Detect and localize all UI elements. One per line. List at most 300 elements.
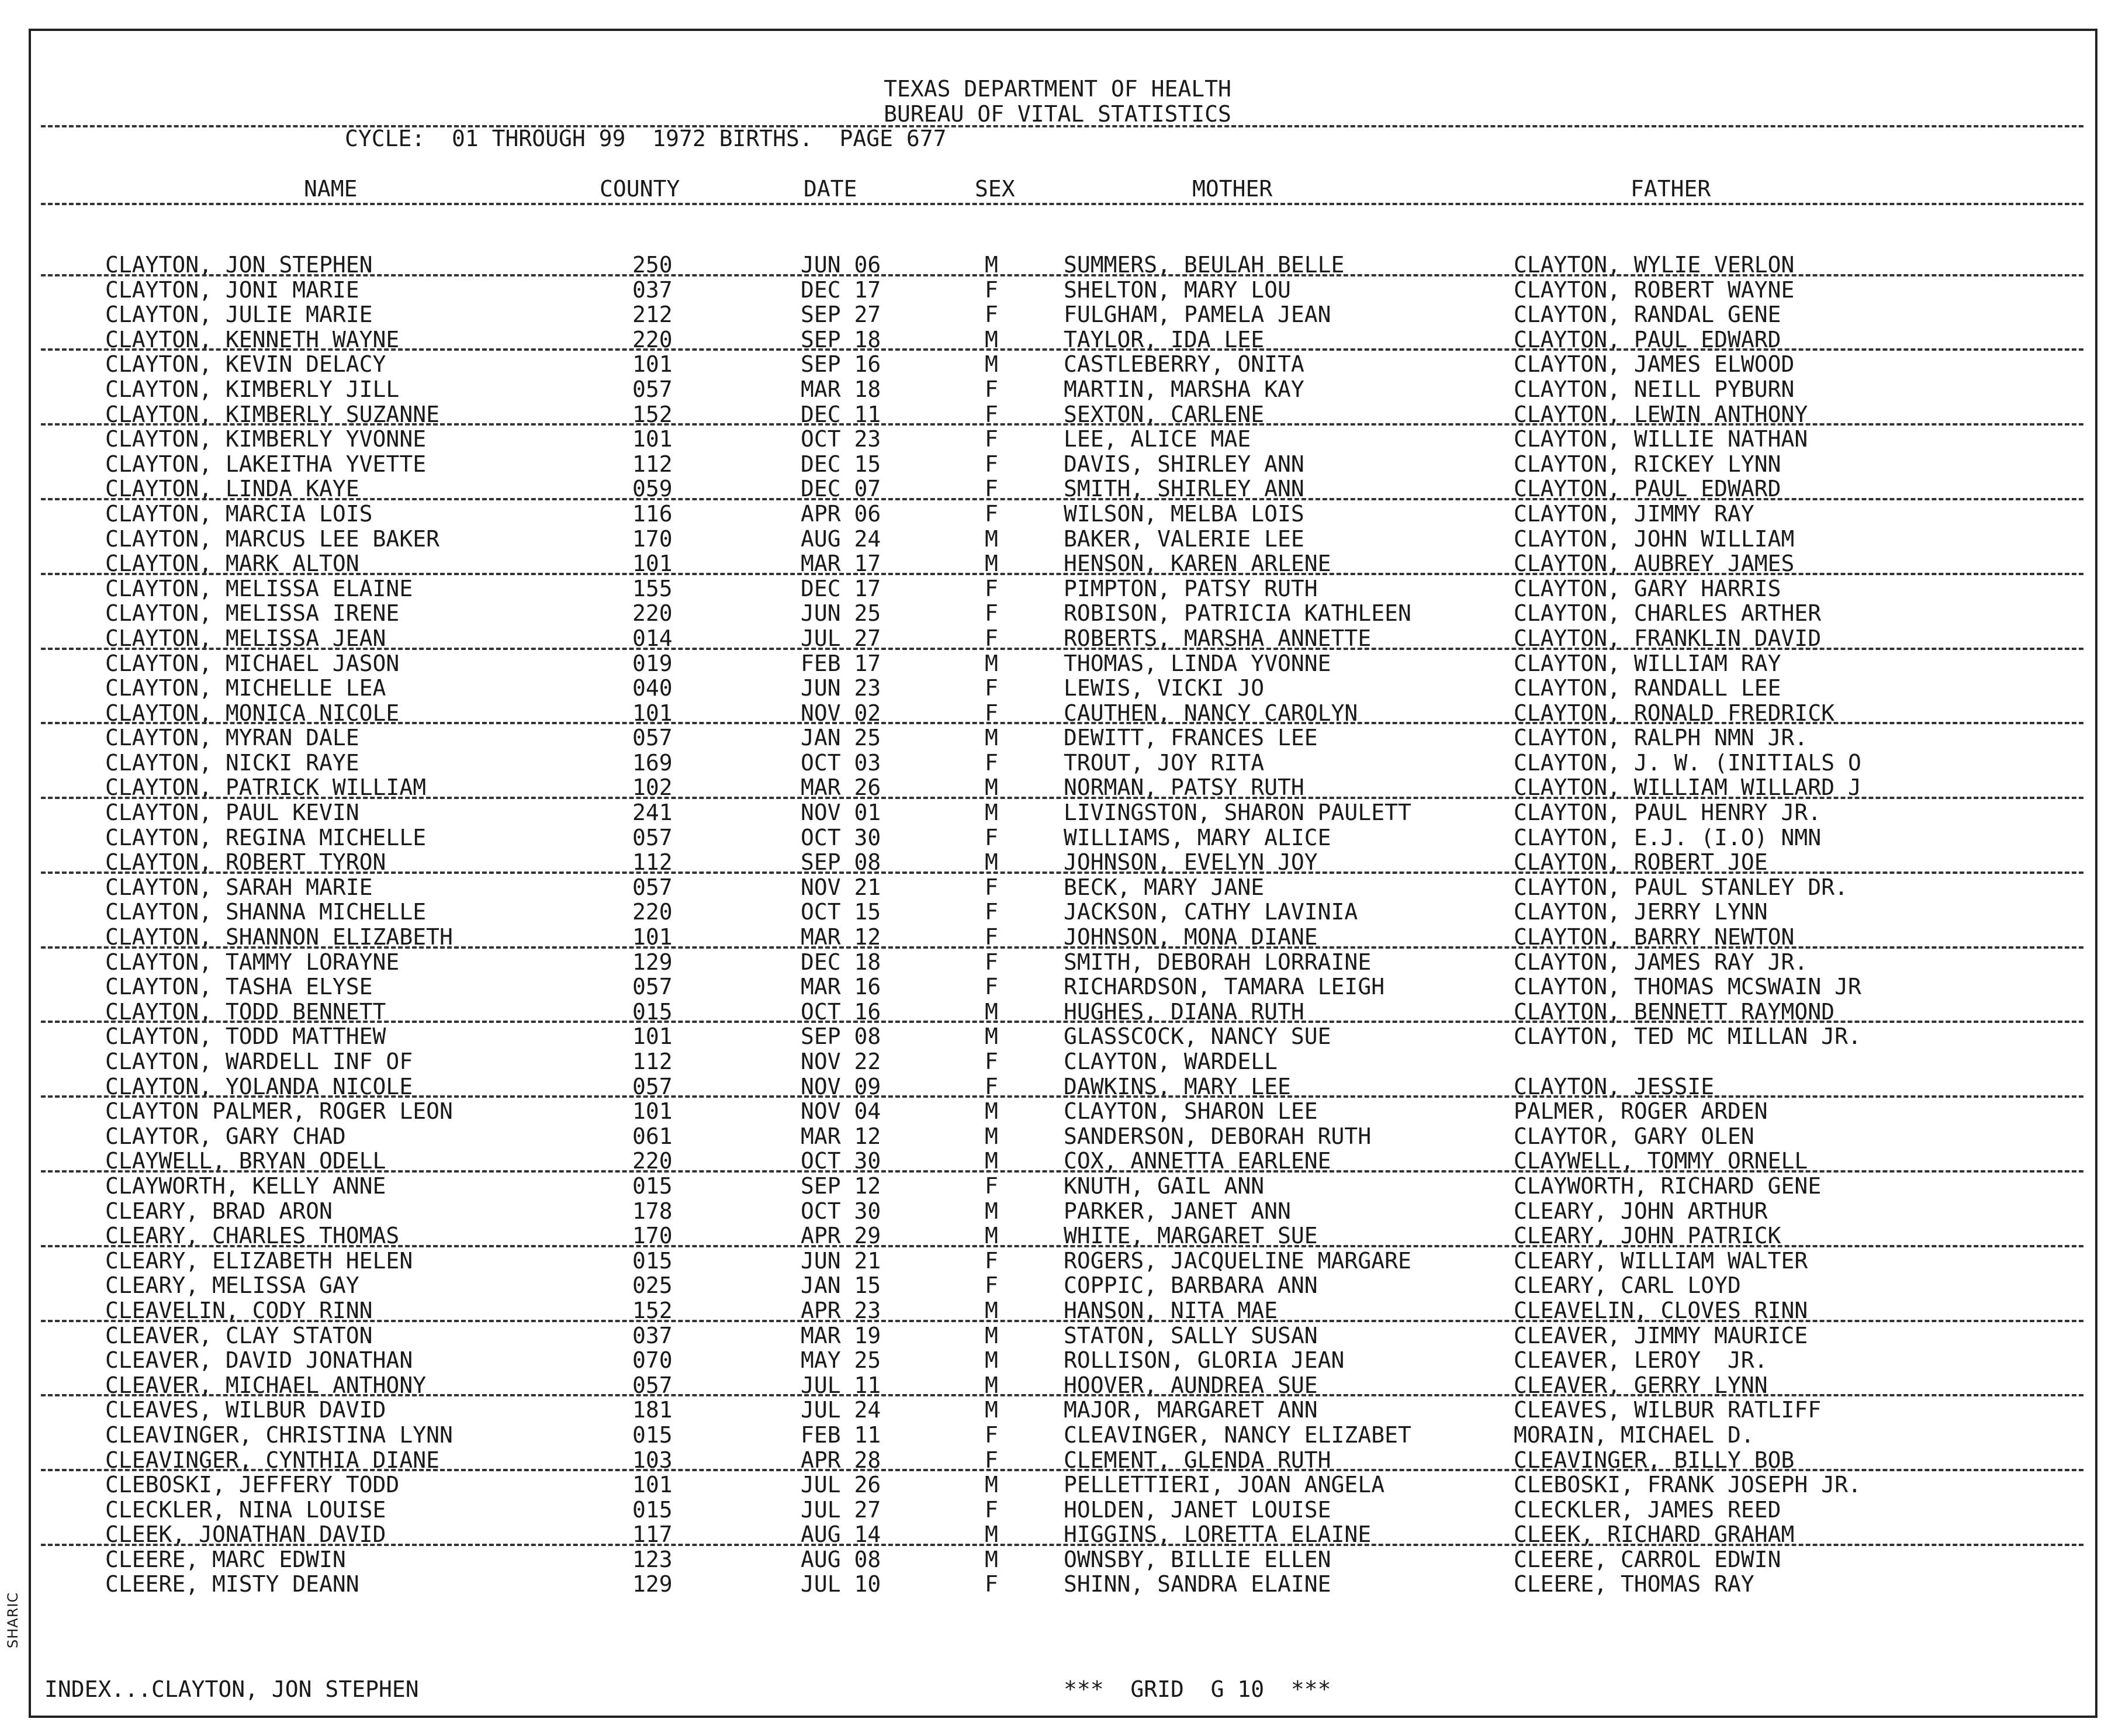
record-father: CLAYTON, RICKEY LYNN bbox=[1514, 451, 1781, 477]
record-sex: F bbox=[985, 1247, 998, 1274]
record-date: JUL 27 bbox=[801, 1496, 881, 1523]
record-mother: HOOVER, AUNDREA SUE bbox=[1064, 1372, 1318, 1398]
record-row bbox=[0, 925, 2115, 950]
record-father: MORAIN, MICHAEL D. bbox=[1514, 1422, 1754, 1448]
record-date: DEC 11 bbox=[801, 401, 881, 427]
record-name: CLAYTON, MARCIA LOIS bbox=[105, 500, 373, 527]
record-row bbox=[0, 950, 2115, 975]
record-name: CLAYTON, MYRAN DALE bbox=[105, 725, 359, 751]
record-father: CLEAVINGER, BILLY BOB bbox=[1514, 1447, 1795, 1473]
record-sex: M bbox=[985, 525, 998, 552]
record-name: CLAYTON, TASHA ELYSE bbox=[105, 974, 373, 1000]
record-sex: F bbox=[985, 949, 998, 975]
record-sex: M bbox=[985, 1123, 998, 1149]
record-mother: OWNSBY, BILLIE ELLEN bbox=[1064, 1546, 1331, 1572]
record-name: CLAYTON, LINDA KAYE bbox=[105, 476, 359, 502]
record-name: CLAYWORTH, KELLY ANNE bbox=[105, 1173, 386, 1199]
record-mother: CAUTHEN, NANCY CAROLYN bbox=[1064, 700, 1358, 726]
record-row bbox=[0, 800, 2115, 825]
record-mother: WILSON, MELBA LOIS bbox=[1064, 500, 1304, 527]
record-name: CLAYTON, LAKEITHA YVETTE bbox=[105, 451, 427, 477]
record-row bbox=[0, 825, 2115, 850]
record-date: OCT 15 bbox=[801, 899, 881, 925]
record-row bbox=[0, 476, 2115, 502]
record-row bbox=[0, 1000, 2115, 1025]
record-county: 019 bbox=[632, 650, 673, 676]
record-sex: F bbox=[985, 376, 998, 402]
record-sex: M bbox=[985, 1023, 998, 1050]
record-name: CLAYTON, TODD BENNETT bbox=[105, 998, 386, 1025]
record-father: CLAYTON, TED MC MILLAN JR. bbox=[1514, 1023, 1861, 1050]
record-mother: HOLDEN, JANET LOUISE bbox=[1064, 1496, 1331, 1523]
record-name: CLAYTON, KIMBERLY YVONNE bbox=[105, 426, 427, 452]
record-mother: FULGHAM, PAMELA JEAN bbox=[1064, 302, 1331, 328]
record-date: OCT 30 bbox=[801, 1198, 881, 1224]
record-father: CLEARY, JOHN ARTHUR bbox=[1514, 1198, 1768, 1224]
record-sex: M bbox=[985, 351, 998, 378]
record-row bbox=[0, 751, 2115, 776]
record-row bbox=[0, 527, 2115, 552]
record-county: 178 bbox=[632, 1198, 673, 1224]
record-father: CLAYTON, PAUL STANLEY DR. bbox=[1514, 874, 1848, 900]
record-sex: F bbox=[985, 1173, 998, 1199]
record-father: CLAYTON, RONALD FREDRICK bbox=[1514, 700, 1835, 726]
record-father: CLAYTON, NEILL PYBURN bbox=[1514, 376, 1795, 402]
record-name: CLAYTON, SHANNON ELIZABETH bbox=[105, 924, 453, 950]
record-county: 015 bbox=[632, 1422, 673, 1448]
record-mother: SUMMERS, BEULAH BELLE bbox=[1064, 252, 1345, 278]
record-date: SEP 18 bbox=[801, 326, 881, 352]
record-name: CLAYTON, SHANNA MICHELLE bbox=[105, 899, 427, 925]
record-date: SEP 16 bbox=[801, 351, 881, 378]
record-row bbox=[0, 601, 2115, 626]
record-date: APR 06 bbox=[801, 500, 881, 527]
record-row bbox=[0, 1249, 2115, 1274]
record-mother: KNUTH, GAIL ANN bbox=[1064, 1173, 1265, 1199]
record-name: CLAYTON, MARCUS LEE BAKER bbox=[105, 525, 439, 552]
record-county: 025 bbox=[632, 1272, 673, 1299]
record-county: 101 bbox=[632, 924, 673, 950]
record-mother: COPPIC, BARBARA ANN bbox=[1064, 1272, 1318, 1299]
record-father: CLAYTON, GARY HARRIS bbox=[1514, 575, 1781, 601]
record-row bbox=[0, 1398, 2115, 1423]
record-sex: M bbox=[985, 551, 998, 577]
record-father: CLAYTON, FRANKLIN DAVID bbox=[1514, 625, 1822, 651]
record-name: CLAYTON, NICKI RAYE bbox=[105, 749, 359, 776]
column-header-sex: SEX bbox=[975, 176, 1015, 202]
record-name: CLEARY, ELIZABETH HELEN bbox=[105, 1247, 413, 1274]
record-county: 101 bbox=[632, 551, 673, 577]
record-date: FEB 11 bbox=[801, 1422, 881, 1448]
record-sex: F bbox=[985, 924, 998, 950]
record-name: CLAYTON, PAUL KEVIN bbox=[105, 800, 359, 826]
record-mother: HENSON, KAREN ARLENE bbox=[1064, 551, 1331, 577]
record-mother: RICHARDSON, TAMARA LEIGH bbox=[1064, 974, 1385, 1000]
record-row bbox=[0, 502, 2115, 527]
record-father: CLAYTON, WYLIE VERLON bbox=[1514, 252, 1795, 278]
record-name: CLAYTON, KEVIN DELACY bbox=[105, 351, 386, 378]
record-father: CLAYTON, JESSIE bbox=[1514, 1073, 1715, 1099]
record-name: CLAYTON, KIMBERLY JILL bbox=[105, 376, 400, 402]
record-father: CLAYTON, RALPH NMN JR. bbox=[1514, 725, 1808, 751]
record-date: DEC 18 bbox=[801, 949, 881, 975]
record-row bbox=[0, 452, 2115, 477]
record-county: 101 bbox=[632, 1472, 673, 1498]
record-sex: F bbox=[985, 974, 998, 1000]
record-county: 101 bbox=[632, 351, 673, 378]
record-mother: JACKSON, CATHY LAVINIA bbox=[1064, 899, 1358, 925]
record-row bbox=[0, 1124, 2115, 1149]
record-father: CLEAVER, JIMMY MAURICE bbox=[1514, 1322, 1808, 1348]
record-county: 169 bbox=[632, 749, 673, 776]
record-father: CLAYTOR, GARY OLEN bbox=[1514, 1123, 1754, 1149]
record-county: 129 bbox=[632, 1571, 673, 1597]
record-father: CLAYTON, WILLIE NATHAN bbox=[1514, 426, 1808, 452]
record-name: CLAYTON, TAMMY LORAYNE bbox=[105, 949, 400, 975]
record-county: 057 bbox=[632, 874, 673, 900]
record-father: CLEARY, JOHN PATRICK bbox=[1514, 1223, 1781, 1249]
record-father: CLEAVES, WILBUR RATLIFF bbox=[1514, 1397, 1822, 1423]
record-mother: CLAYTON, SHARON LEE bbox=[1064, 1098, 1318, 1125]
record-row bbox=[0, 253, 2115, 278]
record-sex: F bbox=[985, 1422, 998, 1448]
record-father: CLAYTON, CHARLES ARTHER bbox=[1514, 600, 1822, 627]
record-father: CLAYTON, RANDAL GENE bbox=[1514, 302, 1781, 328]
record-county: 059 bbox=[632, 476, 673, 502]
record-date: SEP 08 bbox=[801, 1023, 881, 1050]
record-name: CLEAVINGER, CHRISTINA LYNN bbox=[105, 1422, 453, 1448]
record-name: CLAYTON, MARK ALTON bbox=[105, 551, 359, 577]
record-sex: F bbox=[985, 824, 998, 850]
record-row bbox=[0, 1423, 2115, 1448]
record-name: CLAYTON, TODD MATTHEW bbox=[105, 1023, 386, 1050]
record-date: NOV 22 bbox=[801, 1049, 881, 1074]
record-row bbox=[0, 1448, 2115, 1473]
record-mother: THOMAS, LINDA YVONNE bbox=[1064, 650, 1331, 676]
record-name: CLEAVES, WILBUR DAVID bbox=[105, 1397, 386, 1423]
record-county: 170 bbox=[632, 525, 673, 552]
record-row bbox=[0, 1298, 2115, 1323]
record-row bbox=[0, 651, 2115, 676]
record-mother: ROBERTS, MARSHA ANNETTE bbox=[1064, 625, 1372, 651]
record-row bbox=[0, 1074, 2115, 1099]
record-name: CLEBOSKI, JEFFERY TODD bbox=[105, 1472, 400, 1498]
record-row bbox=[0, 1273, 2115, 1298]
record-county: 101 bbox=[632, 700, 673, 726]
record-father: CLAYTON, JAMES ELWOOD bbox=[1514, 351, 1795, 378]
record-row bbox=[0, 327, 2115, 352]
record-father: CLAYTON, WILLIAM WILLARD J bbox=[1514, 774, 1861, 801]
record-county: 181 bbox=[632, 1397, 673, 1423]
record-row bbox=[0, 551, 2115, 576]
record-county: 170 bbox=[632, 1223, 673, 1249]
column-header-mother: MOTHER bbox=[1192, 176, 1273, 202]
record-date: JUN 21 bbox=[801, 1247, 881, 1274]
record-name: CLEERE, MARC EDWIN bbox=[105, 1546, 346, 1572]
record-father: CLEEK, RICHARD GRAHAM bbox=[1514, 1521, 1795, 1548]
record-row bbox=[0, 626, 2115, 651]
record-name: CLAYTON, JONI MARIE bbox=[105, 276, 359, 303]
record-name: CLAYTON, YOLANDA NICOLE bbox=[105, 1073, 413, 1099]
record-county: 057 bbox=[632, 725, 673, 751]
record-date: OCT 03 bbox=[801, 749, 881, 776]
record-date: MAR 16 bbox=[801, 974, 881, 1000]
record-sex: F bbox=[985, 749, 998, 776]
record-county: 116 bbox=[632, 500, 673, 527]
record-county: 015 bbox=[632, 1173, 673, 1199]
record-county: 220 bbox=[632, 1148, 673, 1174]
record-mother: HUGHES, DIANA RUTH bbox=[1064, 998, 1304, 1025]
record-mother: JOHNSON, EVELYN JOY bbox=[1064, 849, 1318, 876]
record-county: 212 bbox=[632, 302, 673, 328]
record-sex: F bbox=[985, 625, 998, 651]
record-name: CLEARY, BRAD ARON bbox=[105, 1198, 333, 1224]
record-sex: F bbox=[985, 1571, 998, 1597]
record-sex: M bbox=[985, 774, 998, 801]
record-date: MAR 17 bbox=[801, 551, 881, 577]
record-name: CLEAVER, CLAY STATON bbox=[105, 1322, 373, 1348]
record-mother: LEWIS, VICKI JO bbox=[1064, 675, 1265, 701]
record-father: CLEERE, CARROL EDWIN bbox=[1514, 1546, 1781, 1572]
record-date: SEP 27 bbox=[801, 302, 881, 328]
record-mother: MAJOR, MARGARET ANN bbox=[1064, 1397, 1318, 1423]
record-sex: F bbox=[985, 874, 998, 900]
record-name: CLAYTON, SARAH MARIE bbox=[105, 874, 373, 900]
record-date: DEC 07 bbox=[801, 476, 881, 502]
record-sex: F bbox=[985, 1496, 998, 1523]
record-sex: M bbox=[985, 725, 998, 751]
record-county: 057 bbox=[632, 1073, 673, 1099]
record-mother: GLASSCOCK, NANCY SUE bbox=[1064, 1023, 1331, 1050]
record-mother: CASTLEBERRY, ONITA bbox=[1064, 351, 1304, 378]
record-sex: M bbox=[985, 1397, 998, 1423]
record-sex: M bbox=[985, 1297, 998, 1323]
record-date: OCT 30 bbox=[801, 824, 881, 850]
record-father: CLAYTON, THOMAS MCSWAIN JR bbox=[1514, 974, 1861, 1000]
record-county: 241 bbox=[632, 800, 673, 826]
record-date: MAR 12 bbox=[801, 1123, 881, 1149]
record-name: CLEEK, JONATHAN DAVID bbox=[105, 1521, 386, 1548]
record-county: 015 bbox=[632, 998, 673, 1025]
record-father: CLAYTON, E.J. (I.O) NMN bbox=[1514, 824, 1822, 850]
grid-footer: *** GRID G 10 *** bbox=[1064, 1676, 1331, 1702]
record-name: CLAYTON, JON STEPHEN bbox=[105, 252, 373, 278]
record-mother: SMITH, SHIRLEY ANN bbox=[1064, 476, 1304, 502]
record-sex: F bbox=[985, 899, 998, 925]
record-county: 101 bbox=[632, 1098, 673, 1125]
record-sex: M bbox=[985, 998, 998, 1025]
record-father: CLEBOSKI, FRANK JOSEPH JR. bbox=[1514, 1472, 1861, 1498]
record-mother: PARKER, JANET ANN bbox=[1064, 1198, 1291, 1224]
record-father: CLAYTON, ROBERT WAYNE bbox=[1514, 276, 1795, 303]
record-sex: F bbox=[985, 302, 998, 328]
record-mother: BAKER, VALERIE LEE bbox=[1064, 525, 1304, 552]
record-sex: F bbox=[985, 276, 998, 303]
record-father: CLAYTON, JERRY LYNN bbox=[1514, 899, 1768, 925]
record-row bbox=[0, 1024, 2115, 1049]
record-father: CLAYTON, PAUL EDWARD bbox=[1514, 476, 1781, 502]
record-county: 070 bbox=[632, 1347, 673, 1374]
record-name: CLEERE, MISTY DEANN bbox=[105, 1571, 359, 1597]
record-father: CLAYTON, BENNETT RAYMOND bbox=[1514, 998, 1835, 1025]
record-mother: BECK, MARY JANE bbox=[1064, 874, 1265, 900]
record-father: CLAYTON, J. W. (INITIALS O bbox=[1514, 749, 1861, 776]
record-row bbox=[0, 1199, 2115, 1224]
record-sex: M bbox=[985, 1521, 998, 1548]
record-date: JUL 24 bbox=[801, 1397, 881, 1423]
record-date: JUL 11 bbox=[801, 1372, 881, 1398]
record-name: CLAYTON, MELISSA JEAN bbox=[105, 625, 386, 651]
record-date: APR 23 bbox=[801, 1297, 881, 1323]
record-father: CLAYTON, JIMMY RAY bbox=[1514, 500, 1754, 527]
record-sex: M bbox=[985, 1198, 998, 1224]
record-mother: PELLETTIERI, JOAN ANGELA bbox=[1064, 1472, 1385, 1498]
index-footer: INDEX...CLAYTON, JON STEPHEN bbox=[44, 1676, 419, 1702]
record-mother: ROLLISON, GLORIA JEAN bbox=[1064, 1347, 1345, 1374]
record-date: DEC 15 bbox=[801, 451, 881, 477]
record-mother: DEWITT, FRANCES LEE bbox=[1064, 725, 1318, 751]
record-father: CLAYTON, BARRY NEWTON bbox=[1514, 924, 1795, 950]
record-row bbox=[0, 850, 2115, 875]
record-row bbox=[0, 1472, 2115, 1498]
record-sex: F bbox=[985, 426, 998, 452]
record-date: DEC 17 bbox=[801, 575, 881, 601]
record-row bbox=[0, 377, 2115, 402]
record-date: JAN 15 bbox=[801, 1272, 881, 1299]
record-row bbox=[0, 974, 2115, 1000]
record-name: CLAYTON, JULIE MARIE bbox=[105, 302, 373, 328]
record-row bbox=[0, 427, 2115, 452]
record-father: CLAYTON, AUBREY JAMES bbox=[1514, 551, 1795, 577]
record-county: 040 bbox=[632, 675, 673, 701]
record-name: CLAYTON, MONICA NICOLE bbox=[105, 700, 400, 726]
record-sex: F bbox=[985, 1272, 998, 1299]
record-date: NOV 02 bbox=[801, 700, 881, 726]
record-date: MAR 18 bbox=[801, 376, 881, 402]
record-county: 112 bbox=[632, 451, 673, 477]
record-sex: M bbox=[985, 326, 998, 352]
record-name: CLECKLER, NINA LOUISE bbox=[105, 1496, 386, 1523]
record-name: CLAYTON, MICHELLE LEA bbox=[105, 675, 386, 701]
record-row bbox=[0, 1049, 2115, 1074]
record-row bbox=[0, 1174, 2115, 1199]
record-sex: M bbox=[985, 1372, 998, 1398]
record-mother: WILLIAMS, MARY ALICE bbox=[1064, 824, 1331, 850]
record-mother: CLEMENT, GLENDA RUTH bbox=[1064, 1447, 1331, 1473]
record-row bbox=[0, 875, 2115, 900]
record-sex: M bbox=[985, 1148, 998, 1174]
record-date: JUN 06 bbox=[801, 252, 881, 278]
record-mother: COX, ANNETTA EARLENE bbox=[1064, 1148, 1331, 1174]
record-county: 015 bbox=[632, 1247, 673, 1274]
record-father: CLAYTON, JAMES RAY JR. bbox=[1514, 949, 1808, 975]
column-header-date: DATE bbox=[804, 176, 857, 202]
record-row bbox=[0, 302, 2115, 327]
record-date: OCT 30 bbox=[801, 1148, 881, 1174]
record-county: 101 bbox=[632, 1023, 673, 1050]
agency-title: TEXAS DEPARTMENT OF HEALTH bbox=[884, 76, 1231, 102]
record-date: JUL 26 bbox=[801, 1472, 881, 1498]
record-mother: WHITE, MARGARET SUE bbox=[1064, 1223, 1318, 1249]
records-list bbox=[0, 253, 2115, 1597]
record-father: CLECKLER, JAMES REED bbox=[1514, 1496, 1781, 1523]
cycle-line: CYCLE: 01 THROUGH 99 1972 BIRTHS. PAGE 677 bbox=[345, 126, 947, 151]
record-county: 101 bbox=[632, 426, 673, 452]
record-name: CLEARY, MELISSA GAY bbox=[105, 1272, 359, 1299]
record-row bbox=[0, 576, 2115, 601]
record-county: 057 bbox=[632, 974, 673, 1000]
record-name: CLAYTON, WARDELL INF OF bbox=[105, 1049, 413, 1074]
record-county: 102 bbox=[632, 774, 673, 801]
record-date: DEC 17 bbox=[801, 276, 881, 303]
record-sex: F bbox=[985, 451, 998, 477]
record-mother: DAWKINS, MARY LEE bbox=[1064, 1073, 1291, 1099]
record-mother: LIVINGSTON, SHARON PAULETT bbox=[1064, 800, 1411, 826]
record-father: CLAYTON, RANDALL LEE bbox=[1514, 675, 1781, 701]
record-row bbox=[0, 1572, 2115, 1597]
record-row bbox=[0, 1522, 2115, 1547]
record-date: NOV 04 bbox=[801, 1098, 881, 1125]
record-county: 014 bbox=[632, 625, 673, 651]
record-father: CLEAVELIN, CLOVES RINN bbox=[1514, 1297, 1808, 1323]
record-sex: M bbox=[985, 1347, 998, 1374]
record-name: CLEARY, CHARLES THOMAS bbox=[105, 1223, 400, 1249]
record-date: JUN 23 bbox=[801, 675, 881, 701]
record-mother: LEE, ALICE MAE bbox=[1064, 426, 1251, 452]
column-header-father: FATHER bbox=[1631, 176, 1711, 202]
record-county: 015 bbox=[632, 1496, 673, 1523]
record-name: CLAYTON, MELISSA IRENE bbox=[105, 600, 400, 627]
record-mother: STATON, SALLY SUSAN bbox=[1064, 1322, 1318, 1348]
record-sex: M bbox=[985, 1472, 998, 1498]
record-date: NOV 01 bbox=[801, 800, 881, 826]
record-mother: PIMPTON, PATSY RUTH bbox=[1064, 575, 1318, 601]
record-date: APR 29 bbox=[801, 1223, 881, 1249]
record-father: CLEARY, CARL LOYD bbox=[1514, 1272, 1741, 1299]
record-sex: F bbox=[985, 600, 998, 627]
record-name: CLAYTON, MICHAEL JASON bbox=[105, 650, 400, 676]
record-sex: M bbox=[985, 252, 998, 278]
record-row bbox=[0, 278, 2115, 303]
record-father: CLAYWORTH, RICHARD GENE bbox=[1514, 1173, 1822, 1199]
record-name: CLEAVELIN, CODY RINN bbox=[105, 1297, 373, 1323]
record-father: CLAYTON, PAUL EDWARD bbox=[1514, 326, 1781, 352]
record-date: FEB 17 bbox=[801, 650, 881, 676]
record-sex: F bbox=[985, 1447, 998, 1473]
record-father: CLEAVER, LEROY JR. bbox=[1514, 1347, 1768, 1374]
record-date: JUL 10 bbox=[801, 1571, 881, 1597]
record-date: SEP 12 bbox=[801, 1173, 881, 1199]
record-row bbox=[0, 725, 2115, 751]
record-mother: CLEAVINGER, NANCY ELIZABET bbox=[1064, 1422, 1411, 1448]
record-row bbox=[0, 1149, 2115, 1174]
record-mother: HIGGINS, LORETTA ELAINE bbox=[1064, 1521, 1372, 1548]
record-name: CLAYTON, KIMBERLY SUZANNE bbox=[105, 401, 439, 427]
record-name: CLEAVER, MICHAEL ANTHONY bbox=[105, 1372, 427, 1398]
record-sex: F bbox=[985, 675, 998, 701]
record-row bbox=[0, 1373, 2115, 1398]
record-father: CLEERE, THOMAS RAY bbox=[1514, 1571, 1754, 1597]
record-mother: SEXTON, CARLENE bbox=[1064, 401, 1265, 427]
record-county: 112 bbox=[632, 849, 673, 876]
record-mother: SANDERSON, DEBORAH RUTH bbox=[1064, 1123, 1372, 1149]
record-sex: F bbox=[985, 700, 998, 726]
record-date: OCT 16 bbox=[801, 998, 881, 1025]
record-mother: NORMAN, PATSY RUTH bbox=[1064, 774, 1304, 801]
record-date: OCT 23 bbox=[801, 426, 881, 452]
record-sex: M bbox=[985, 1322, 998, 1348]
record-date: JAN 25 bbox=[801, 725, 881, 751]
